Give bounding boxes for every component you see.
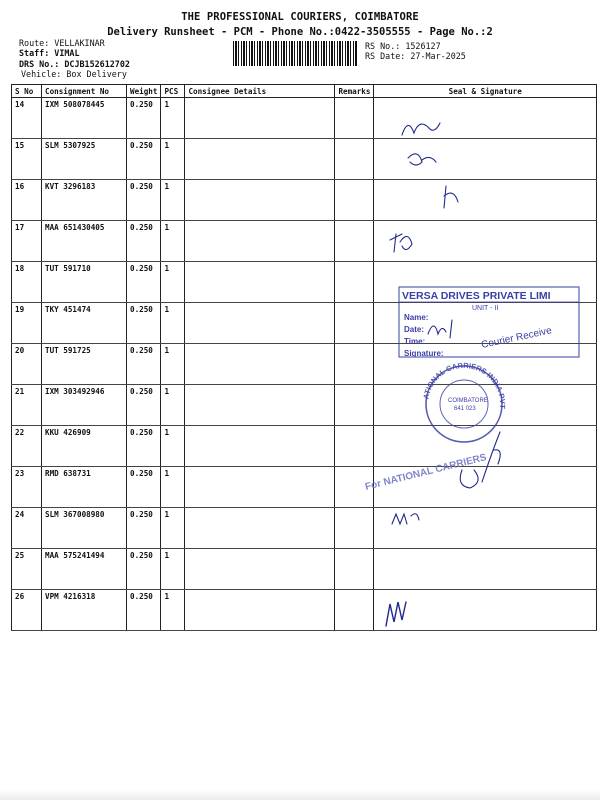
row-sno: 15 <box>12 139 42 180</box>
row-consignment-no: IXM 508078445 <box>42 98 127 139</box>
row-weight: 0.250 <box>127 344 161 385</box>
row-sno: 18 <box>12 262 42 303</box>
for-national-carriers-stamp: For NATIONAL CARRIERS <box>364 452 488 493</box>
row-weight: 0.250 <box>127 139 161 180</box>
seal-inner-pin: 641 023 <box>454 406 476 412</box>
drs-number: DRS No.: DCJB152612702 <box>19 58 130 69</box>
row-pcs: 1 <box>161 590 185 631</box>
staff-label: Staff: VIMAL <box>19 48 80 59</box>
row-pcs: 1 <box>161 508 185 549</box>
consignee-handwriting-21: " <box>238 417 244 432</box>
row-consignee-cell <box>185 426 335 467</box>
row-pcs: 1 <box>161 303 185 344</box>
signature-phone-14: 98844998 <box>448 124 499 135</box>
row-seal-cell <box>374 590 597 631</box>
consignee-handwriting-14: S.T. Retail India <box>190 130 295 145</box>
row-consignee-cell <box>185 180 335 221</box>
row-consignee-cell <box>185 303 335 344</box>
row-pcs: 1 <box>161 139 185 180</box>
row-consignment-no: SLM 367008980 <box>42 508 127 549</box>
table-row <box>12 344 597 385</box>
consignee-handwriting-24: Western Retail <box>188 543 286 558</box>
row-remarks-cell <box>335 426 374 467</box>
row-seal-cell <box>374 98 597 139</box>
row-consignment-no: MAA 575241494 <box>42 549 127 590</box>
signature-phone-18: 94853 <box>530 281 559 291</box>
row-consignment-no: SLM 5307925 <box>42 139 127 180</box>
col-remarks: Remarks <box>335 85 374 98</box>
row-remarks-cell <box>335 180 374 221</box>
consignee-handwriting-18: Varatha badim' <box>188 289 288 304</box>
row-seal-cell <box>374 303 597 344</box>
row-weight: 0.250 <box>127 426 161 467</box>
row-weight: 0.250 <box>127 98 161 139</box>
signature-date-23: 27/3/25 <box>486 490 525 501</box>
row-sno: 17 <box>12 221 42 262</box>
row-weight: 0.250 <box>127 180 161 221</box>
row-pcs: 1 <box>161 385 185 426</box>
row-remarks-cell <box>335 344 374 385</box>
row-sno: 23 <box>12 467 42 508</box>
consignee-handwriting-15: MRC Logistic <box>216 167 306 182</box>
row-sno: 24 <box>12 508 42 549</box>
row-consignee-cell <box>185 385 335 426</box>
runsheet-table <box>11 84 597 631</box>
row-remarks-cell <box>335 549 374 590</box>
row-seal-cell <box>374 467 597 508</box>
versa-name-label: Name: <box>404 313 429 322</box>
row-weight: 0.250 <box>127 467 161 508</box>
row-consignment-no: RMD 638731 <box>42 467 127 508</box>
row-consignee-cell <box>185 467 335 508</box>
route-label: Route: VELLAKINAR <box>19 38 105 48</box>
versa-unit: UNIT - II <box>472 305 499 312</box>
row-consignee-cell <box>185 590 335 631</box>
row-consignment-no: MAA 651430405 <box>42 221 127 262</box>
row-consignee-cell <box>185 344 335 385</box>
versa-signature-label: Signature: <box>404 349 444 358</box>
row-pcs: 1 <box>161 467 185 508</box>
table-row <box>12 467 597 508</box>
row-remarks-cell <box>335 98 374 139</box>
versa-company-name: VERSA DRIVES PRIVATE LIMI <box>402 290 551 302</box>
seal-outer-text: ATIONAL CARRIERS INDIA PVT <box>421 360 508 410</box>
row-remarks-cell <box>335 262 374 303</box>
row-weight: 0.250 <box>127 262 161 303</box>
row-weight: 0.250 <box>127 590 161 631</box>
row-seal-cell <box>374 426 597 467</box>
consignee-handwriting-26: Delite Logistic <box>220 614 316 629</box>
runsheet-subtitle: Delivery Runsheet - PCM - Phone No.:0422-3505555 - Page No.:2 <box>107 26 493 38</box>
row-pcs: 1 <box>161 549 185 590</box>
col-pcs: PCS <box>161 85 185 98</box>
row-sno: 19 <box>12 303 42 344</box>
row-remarks-cell <box>335 221 374 262</box>
company-title: THE PROFESSIONAL COURIERS, COIMBATORE <box>181 11 419 23</box>
row-seal-cell <box>374 344 597 385</box>
signature-phone-17: 9351033358 <box>440 241 517 255</box>
row-seal-cell <box>374 262 597 303</box>
table-row <box>12 303 597 344</box>
table-row <box>12 139 597 180</box>
row-sno: 22 <box>12 426 42 467</box>
row-pcs: 1 <box>161 262 185 303</box>
col-weight: Weight <box>127 85 161 98</box>
row-remarks-cell <box>335 590 374 631</box>
row-seal-cell <box>374 139 597 180</box>
row-pcs: 1 <box>161 180 185 221</box>
row-weight: 0.250 <box>127 303 161 344</box>
row-sno: 21 <box>12 385 42 426</box>
row-seal-cell <box>374 385 597 426</box>
table-row <box>12 385 597 426</box>
row-consignment-no: IXM 303492946 <box>42 385 127 426</box>
row-consignment-no: TKY 451474 <box>42 303 127 344</box>
col-consignment: Consignment No <box>42 85 127 98</box>
row-sno: 20 <box>12 344 42 385</box>
signature-phone-24: 9003601481 <box>407 534 471 545</box>
row-consignee-cell <box>185 98 335 139</box>
rs-date: RS Date: 27-Mar-2025 <box>365 51 466 62</box>
consignee-handwriting-17: Nandhagopal <box>200 247 289 262</box>
table-header-row <box>12 85 597 98</box>
rs-info <box>365 41 466 62</box>
row-pcs: 1 <box>161 344 185 385</box>
rs-number: RS No.: 1526127 <box>365 41 441 51</box>
table-row <box>12 508 597 549</box>
row-seal-cell <box>374 180 597 221</box>
row-consignee-cell <box>185 549 335 590</box>
row-remarks-cell <box>335 303 374 344</box>
row-consignee-cell <box>185 262 335 303</box>
row-weight: 0.250 <box>127 385 161 426</box>
versa-date-label: Date: <box>404 325 425 334</box>
table-row <box>12 262 597 303</box>
signature-phone-15: 9843692000 <box>436 161 513 175</box>
row-weight: 0.250 <box>127 549 161 590</box>
row-seal-cell <box>374 549 597 590</box>
row-consignee-cell <box>185 139 335 180</box>
col-seal: Seal & Signature <box>374 85 597 98</box>
row-consignment-no: TUT 591710 <box>42 262 127 303</box>
row-sno: 26 <box>12 590 42 631</box>
row-sno: 25 <box>12 549 42 590</box>
courier-receive-text: Courier Receive <box>480 325 553 351</box>
row-pcs: 1 <box>161 426 185 467</box>
col-consignee: Consignee Details <box>185 85 335 98</box>
row-remarks-cell <box>335 139 374 180</box>
table-row <box>12 98 597 139</box>
row-seal-cell <box>374 508 597 549</box>
consignee-handwriting-16: Raghavan kadar <box>200 204 308 219</box>
consignee-handwriting-23: " <box>233 495 239 510</box>
row-consignee-cell <box>185 508 335 549</box>
consignee-handwriting-25: " <box>233 574 239 589</box>
route-info <box>19 38 130 80</box>
seal-inner-city: COIMBATORE <box>448 398 488 404</box>
row-consignment-no: TUT 591725 <box>42 344 127 385</box>
row-pcs: 1 <box>161 98 185 139</box>
row-sno: 16 <box>12 180 42 221</box>
table-row <box>12 590 597 631</box>
row-consignment-no: KVT 3296183 <box>42 180 127 221</box>
row-weight: 0.250 <box>127 221 161 262</box>
versa-time-label: Time: <box>404 337 426 346</box>
row-pcs: 1 <box>161 221 185 262</box>
row-remarks-cell <box>335 508 374 549</box>
row-remarks-cell <box>335 467 374 508</box>
consignee-handwriting-22: National carrier <box>198 455 305 470</box>
col-sno: S No <box>12 85 42 98</box>
row-consignee-cell <box>185 221 335 262</box>
consignee-handwriting-20: Santhoshkumar <box>192 367 289 381</box>
row-consignment-no: KKU 426909 <box>42 426 127 467</box>
signature-phone-16: 4993405762 <box>478 202 548 215</box>
scan-edge <box>0 790 600 800</box>
table-row <box>12 221 597 262</box>
row-sno: 14 <box>12 98 42 139</box>
signature-phone-26: 9894618881 <box>418 609 539 631</box>
barcode <box>233 41 358 66</box>
table-row <box>12 426 597 467</box>
table-row <box>12 549 597 590</box>
row-remarks-cell <box>335 385 374 426</box>
consignee-handwriting-19: Versa drivers <box>196 331 284 346</box>
table-row <box>12 180 597 221</box>
row-consignment-no: VPM 4216318 <box>42 590 127 631</box>
row-seal-cell <box>374 221 597 262</box>
vehicle-label: Vehicle: Box Delivery <box>21 69 127 80</box>
row-weight: 0.250 <box>127 508 161 549</box>
